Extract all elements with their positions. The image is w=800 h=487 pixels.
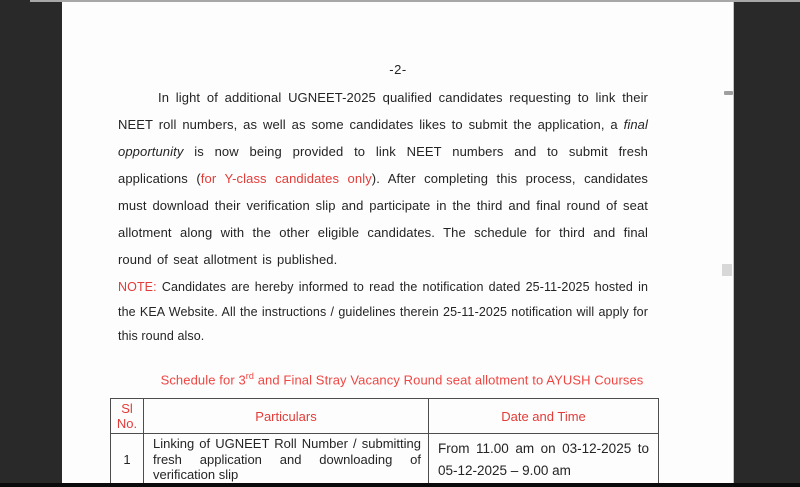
scrollbar-thumb[interactable] bbox=[724, 91, 733, 95]
paragraph-segment: is now being provided to link NEET numbers and to submit fresh applications ( bbox=[118, 144, 648, 186]
paragraph-segment: In light of additional UGNEET-2025 qualified candidates requesting to link their NEET roll numbers, as well as some candidates likes to submit the application, a bbox=[118, 90, 648, 132]
bottom-edge-strip bbox=[0, 483, 800, 487]
schedule-heading-prefix: Schedule for 3 bbox=[160, 372, 246, 388]
paragraph-segment-red: for Y-class candidates only bbox=[200, 171, 372, 186]
note-label: NOTE: bbox=[118, 280, 157, 294]
table-header-row bbox=[111, 399, 659, 434]
cell-particulars: Linking of UGNEET Roll Number / submitting fresh application and downloading of verification slip bbox=[144, 434, 429, 484]
paragraph-segment: ). After completing this process, candidates must download their verification slip and participate in the third and final round of seat allotment along with the other eligible candidates. The schedule for third and final round of seat allotment is published. bbox=[118, 171, 648, 267]
schedule-heading bbox=[132, 371, 672, 387]
schedule-table bbox=[110, 398, 659, 483]
note-paragraph bbox=[118, 275, 648, 349]
intro-paragraph bbox=[118, 84, 648, 273]
left-dark-margin bbox=[0, 0, 62, 483]
page-number: -2- bbox=[389, 62, 407, 77]
header-particulars: Particulars bbox=[144, 399, 429, 434]
paragraph-segment-italic: final opportunity bbox=[118, 117, 648, 159]
right-dark-margin bbox=[734, 0, 800, 483]
document-page bbox=[62, 2, 734, 483]
top-edge-strip bbox=[30, 0, 800, 2]
header-date-time: Date and Time bbox=[429, 399, 659, 434]
cell-sl-no: 1 bbox=[111, 434, 144, 484]
table-row bbox=[111, 434, 659, 484]
schedule-heading-ordinal: rd bbox=[245, 371, 254, 381]
header-sl-no: Sl No. bbox=[111, 399, 144, 434]
cell-date-time: From 11.00 am on 03-12-2025 to 05-12-2025 – 9.00 am bbox=[429, 434, 659, 484]
schedule-heading-suffix: and Final Stray Vacancy Round seat allotment to AYUSH Courses bbox=[254, 372, 644, 388]
scroll-track-artifact bbox=[722, 264, 732, 276]
note-text: Candidates are hereby informed to read the notification dated 25-11-2025 hosted in the KEA Website. All the instructions / guidelines therein 25-11-2025 notification will apply for this round also. bbox=[118, 280, 648, 343]
